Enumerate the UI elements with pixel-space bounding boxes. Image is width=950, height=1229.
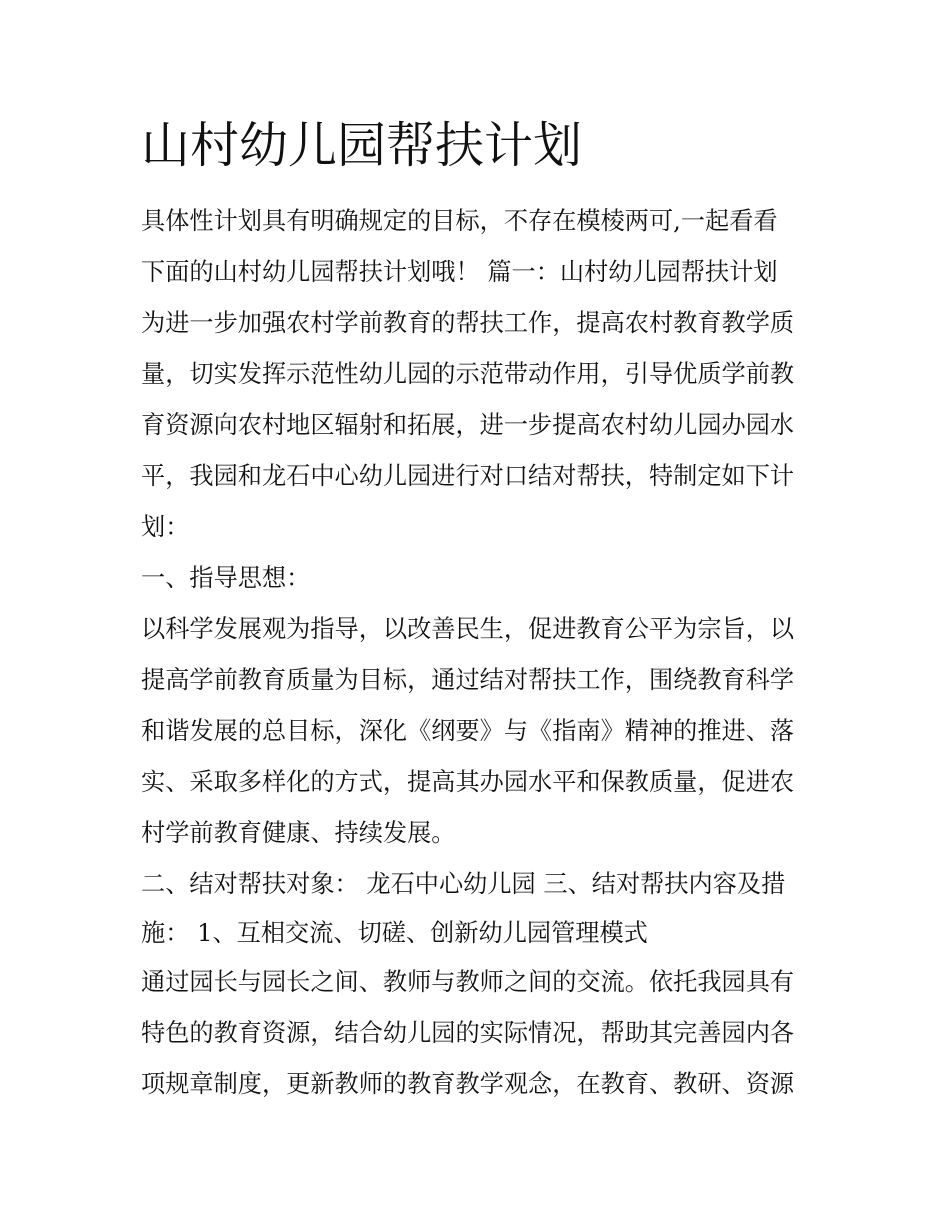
body-line-13: 村学前教育健康、持续发展。: [141, 819, 456, 847]
body-line-3: 为进一步加强农村学前教育的帮扶工作，提高农村教育教学质: [141, 309, 795, 337]
body-line-7: 划：: [141, 513, 190, 541]
body-line-9: 以科学发展观为指导，以改善民生，促进教育公平为宗旨，以: [141, 615, 795, 643]
body-line-18: 项规章制度，更新教师的教育教学观念，在教育、教研、资源: [141, 1070, 795, 1098]
body-line-2: 下面的山村幼儿园帮扶计划哦！ 篇一：山村幼儿园帮扶计划: [141, 258, 778, 286]
body-line-15: 施： 1、互相交流、切磋、创新幼儿园管理模式: [141, 919, 648, 947]
body-line-10: 提高学前教育质量为目标，通过结对帮扶工作，围绕教育科学: [141, 666, 795, 694]
document-title: 山村幼儿园帮扶计划: [141, 117, 583, 174]
section-heading-2: 二、结对帮扶对象： 龙石中心幼儿园 三、结对帮扶内容及措: [141, 870, 786, 898]
body-line-5: 育资源向农村地区辐射和拓展，进一步提高农村幼儿园办园水: [141, 411, 795, 439]
body-line-6: 平，我园和龙石中心幼儿园进行对口结对帮扶，特制定如下计: [141, 462, 795, 490]
body-line-12: 实、采取多样化的方式，提高其办园水平和保教质量，促进农: [141, 768, 795, 796]
section-heading-1: 一、指导思想：: [141, 564, 311, 592]
body-line-17: 特色的教育资源，结合幼儿园的实际情况，帮助其完善园内各: [141, 1019, 795, 1047]
body-line-4: 量，切实发挥示范性幼儿园的示范带动作用，引导优质学前教: [141, 360, 795, 388]
body-line-16: 通过园长与园长之间、教师与教师之间的交流。依托我园具有: [141, 968, 795, 996]
body-line-11: 和谐发展的总目标，深化《纲要》与《指南》精神的推进、落: [141, 717, 795, 745]
body-line-1: 具体性计划具有明确规定的目标，不存在模棱两可,一起看看: [141, 207, 778, 235]
